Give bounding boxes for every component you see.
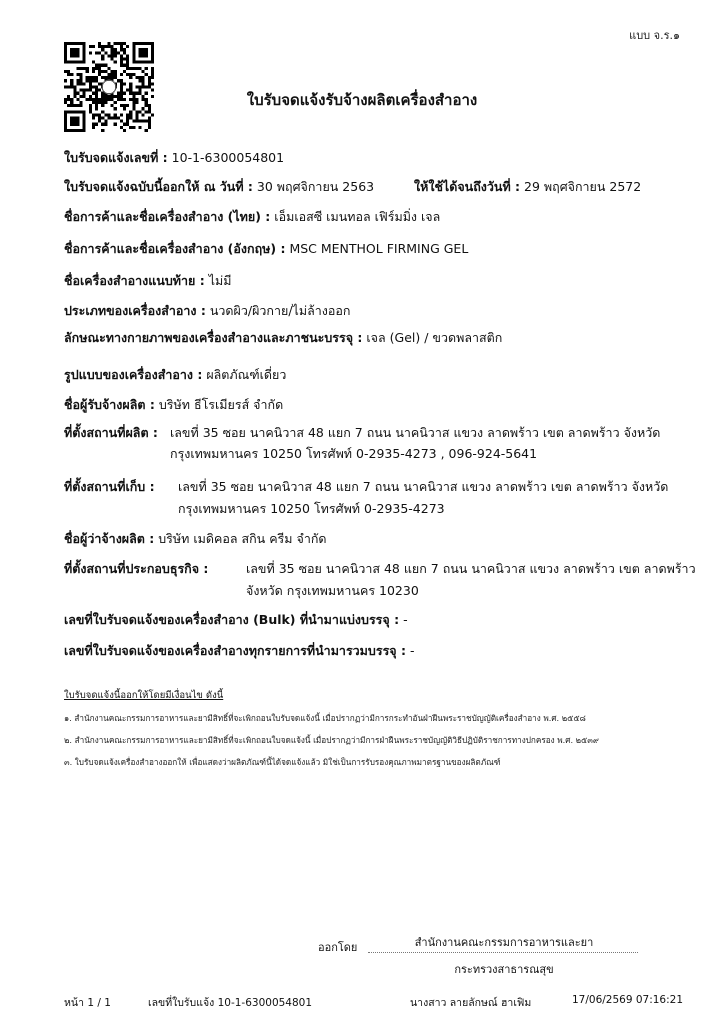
business-address-line1: เลขที่ 35 ซอย นาคนิวาส 48 แยก 7 ถนน นาคนิวาส แขวง ลาดพร้าว เขต ลาดพร้าว [246, 561, 696, 576]
all-items-number-row [64, 642, 414, 660]
warehouse-label: ที่ตั้งสถานที่เก็บ : [64, 479, 155, 494]
business-address-line2: จังหวัด กรุงเทพมหานคร 10230 [246, 583, 419, 598]
name-thai-value: เอ็มเอสซี เมนทอล เฟิร์มมิ่ง เจล [274, 209, 441, 224]
footer-reference: เลขที่ใบรับแจ้ง 10-1-6300054801 [148, 997, 313, 1009]
name-english-row [64, 240, 468, 258]
signature-dotted-line [368, 952, 638, 953]
footer-timestamp: 17/06/2569 07:16:21 [572, 994, 684, 1006]
name-thai-label: ชื่อการค้าและชื่อเครื่องสำอาง (ไทย) : [64, 209, 271, 224]
cosmetic-type-label: ประเภทของเครื่องสำอาง : [64, 303, 206, 318]
issue-date-value: 30 พฤศจิกายน 2563 [256, 179, 375, 194]
format-row [64, 366, 286, 384]
format-label: รูปแบบของเครื่องสำอาง : [64, 367, 203, 382]
physical-value: เจล (Gel) / ขวดพลาสติก [366, 330, 503, 345]
factory-label: ที่ตั้งสถานที่ผลิต : [64, 425, 158, 440]
factory-address-line1: เลขที่ 35 ซอย นาคนิวาส 48 แยก 7 ถนน นาคนิวาส แขวง ลาดพร้าว เขต ลาดพร้าว จังหวัด [170, 425, 661, 440]
notification-number-value: 10-1-6300054801 [171, 150, 285, 165]
physical-row [64, 329, 502, 347]
conditions-heading: ใบรับจดแจ้งนี้ออกให้โดยมีเงื่อนไข ดังนี้ [64, 690, 224, 701]
condition-item: ๒. สำนักงานคณะกรรมการอาหารและยามีสิทธิ์ที่จะเพิกถอนใบจดแจ้งนี้ เมื่อปรากฏว่ามีการฝ่าฝืนพระราชบัญญัติวิธีปฏิบัติราชการทางปกครอง พ.ศ. ๒๕๓๙ [64, 735, 599, 745]
condition-item: ๑. สำนักงานคณะกรรมการอาหารและยามีสิทธิ์ที่จะเพิกถอนใบรับจดแจ้งนี้ เมื่อปรากฏว่ามีการกระทำอันฝ่าฝืนพระราชบัญญัติเครื่องสำอาง พ.ศ. ๒๕๕๘ [64, 713, 586, 723]
name-thai-row [64, 208, 440, 226]
issue-date-label: ใบรับจดแจ้งฉบับนี้ออกให้ ณ วันที่ : [64, 179, 253, 194]
document-title: ใบรับจดแจ้งรับจ้างผลิตเครื่องสำอาง [246, 91, 478, 109]
warehouse-row [64, 478, 155, 496]
hirer-value: บริษัท เมดิคอล สกิน ครีม จำกัด [158, 531, 327, 546]
notification-number-row [64, 149, 284, 167]
physical-label: ลักษณะทางกายภาพของเครื่องสำอางและภาชนะบรรจุ : [64, 330, 363, 345]
issued-by-label: ออกโดย [318, 941, 358, 954]
contract-manufacturer-label: ชื่อผู้รับจ้างผลิต : [64, 397, 155, 412]
qr-code [64, 42, 154, 132]
name-english-label: ชื่อการค้าและชื่อเครื่องสำอาง (อังกฤษ) : [64, 241, 286, 256]
form-code: แบบ จ.ร.๑ [629, 29, 680, 42]
warehouse-address-line2: กรุงเทพมหานคร 10250 โทรศัพท์ 0-2935-4273 [178, 501, 445, 516]
business-row [64, 560, 208, 578]
valid-until-value: 29 พฤศจิกายน 2572 [524, 179, 642, 194]
name-english-value: MSC MENTHOL FIRMING GEL [289, 241, 469, 256]
all-items-number-value: - [409, 643, 415, 658]
cosmetic-type-row [64, 302, 350, 320]
notification-number-label: ใบรับจดแจ้งเลขที่ : [64, 150, 168, 165]
factory-row [64, 424, 158, 442]
footer-officer: นางสาว ลายลักษณ์ ฮาเฟิม [410, 997, 532, 1009]
bulk-number-row [64, 611, 408, 629]
condition-item: ๓. ใบรับจดแจ้งเครื่องสำอางออกให้ เพื่อแสดงว่าผลิตภัณฑ์นี้ได้จดแจ้งแล้ว มิใช่เป็นการรับรองคุณภาพมาตรฐานของผลิตภัณฑ์ [64, 757, 501, 767]
warehouse-address-line1: เลขที่ 35 ซอย นาคนิวาส 48 แยก 7 ถนน นาคนิวาส แขวง ลาดพร้าว เขต ลาดพร้าว จังหวัด [178, 479, 669, 494]
valid-until-row [414, 178, 641, 196]
suffix-name-value: ไม่มี [208, 273, 232, 288]
factory-address-line2: กรุงเทพมหานคร 10250 โทรศัพท์ 0-2935-4273 , 096-924-5641 [170, 446, 538, 461]
cosmetic-type-value: นวดผิว/ผิวกาย/ไม่ล้างออก [209, 303, 351, 318]
hirer-label: ชื่อผู้ว่าจ้างผลิต : [64, 531, 155, 546]
format-value: ผลิตภัณฑ์เดี่ยว [206, 367, 287, 382]
hirer-row [64, 530, 327, 548]
issuing-ministry: กระทรวงสาธารณสุข [454, 963, 554, 976]
valid-until-label: ให้ใช้ได้จนถึงวันที่ : [414, 179, 521, 194]
issue-date-row [64, 178, 374, 196]
business-label: ที่ตั้งสถานที่ประกอบธุรกิจ : [64, 561, 209, 576]
issuing-office: สำนักงานคณะกรรมการอาหารและยา [414, 936, 594, 949]
contract-manufacturer-value: บริษัท ธีโรเมียรส์ จำกัด [158, 397, 284, 412]
page-number: หน้า 1 / 1 [64, 997, 111, 1009]
bulk-number-label: เลขที่ใบรับจดแจ้งของเครื่องสำอาง (Bulk) ที่นำมาแบ่งบรรจุ : [64, 612, 400, 627]
contract-manufacturer-row [64, 396, 283, 414]
all-items-number-label: เลขที่ใบรับจดแจ้งของเครื่องสำอางทุกรายการที่นำมารวมบรรจุ : [64, 643, 406, 658]
bulk-number-value: - [403, 612, 408, 627]
suffix-name-label: ชื่อเครื่องสำอางแนบท้าย : [64, 273, 205, 288]
suffix-name-row [64, 272, 231, 290]
